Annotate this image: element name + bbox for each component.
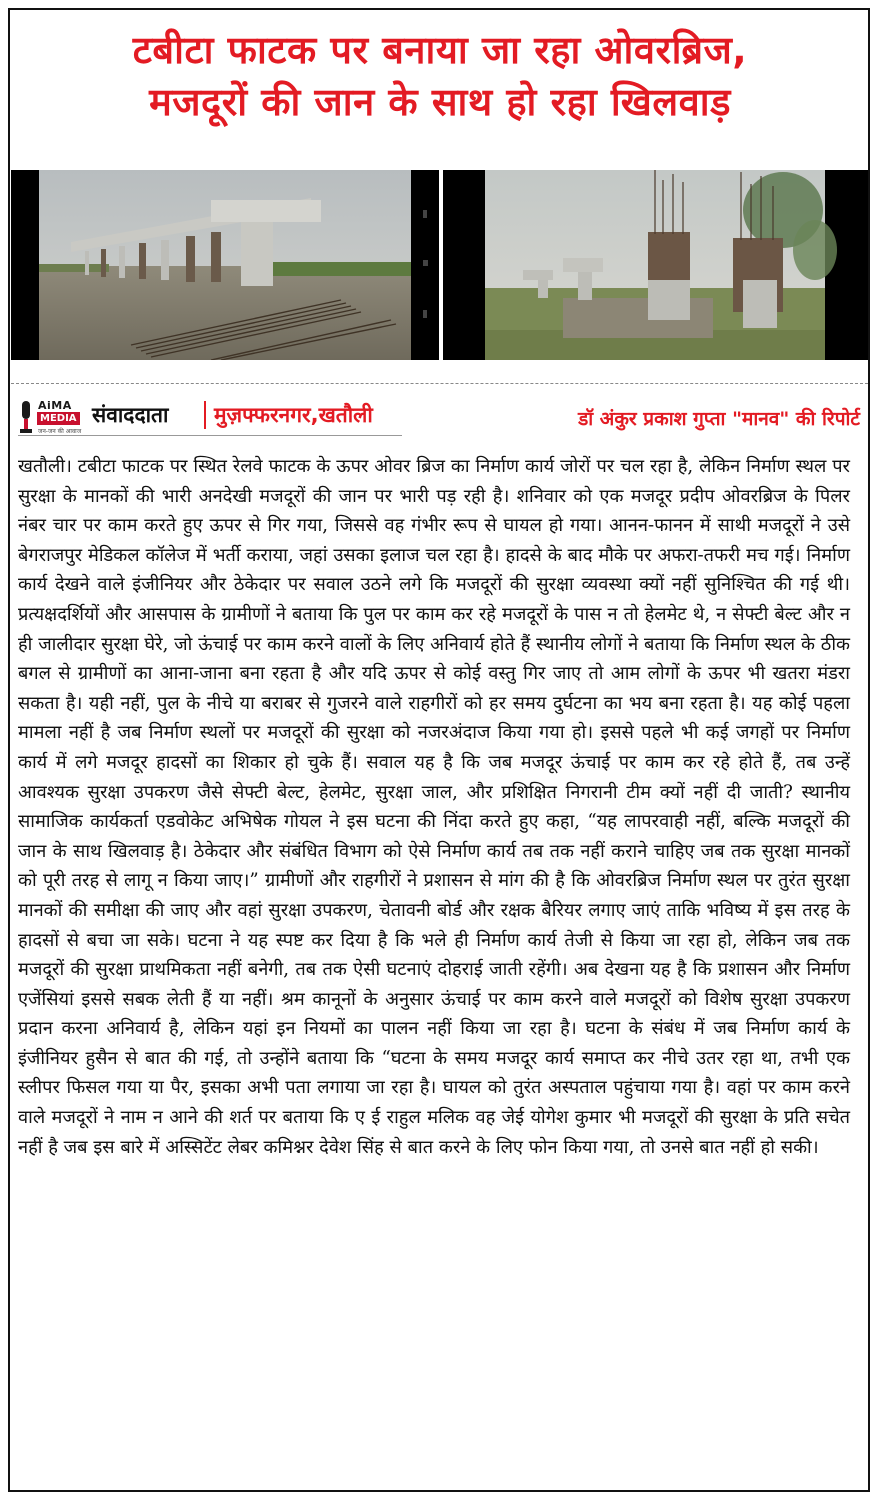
- aima-media-logo: [18, 399, 90, 437]
- section-divider: [11, 383, 868, 384]
- report-credit: डॉ अंकुर प्रकाश गुप्ता "मानव" की रिपोर्ट: [578, 408, 860, 430]
- headline: [0, 24, 880, 128]
- reporter-label: संवाददाता: [92, 403, 169, 427]
- photo-bridge-pillars-right: [443, 170, 868, 360]
- headline-line-1: टबीटा फाटक पर बनाया जा रहा ओवरब्रिज,: [132, 28, 748, 72]
- byline-underline: [18, 435, 402, 436]
- dateline-location: मुज़फ्फरनगर,खतौली: [204, 401, 373, 429]
- logo-brand: AiMA: [38, 399, 72, 412]
- article-body: खतौली। टबीटा फाटक पर स्थित रेलवे फाटक के ऊपर ओवर ब्रिज का निर्माण कार्य जोरों पर चल रहा है, लेकिन निर्माण स्थल पर सुरक्षा के मानकों की भारी अनदेखी मजदूरों की जान पर भारी पड़ रही है। शनिवार को एक मजदूर प्रदीप ओवरब्रिज के पिलर नंबर चार पर काम करते हुए ऊपर से गिर गया, जिससे वह गंभीर रूप से घायल हो गया। आनन-फानन में साथी मजदूरों ने उसे बेगराजपुर मेडिकल कॉलेज में भर्ती कराया, जहां उसका इलाज चल रहा है। हादसे के बाद मौके पर अफरा-तफरी मच गई। निर्माण कार्य देखने वाले इंजीनियर और ठेकेदार पर सवाल उठने लगे कि मजदूरों की सुरक्षा व्यवस्था क्यों नहीं सुनिश्चित की गई थी। प्रत्यक्षदर्शियों और आसपास के ग्रामीणों ने बताया कि पुल पर काम कर रहे मजदूरों के पास न तो हेलमेट थे, न सेफ्टी बेल्ट और न ही जालीदार सुरक्षा घेरे, जो ऊंचाई पर काम करने वालों के लिए अनिवार्य होते हैं स्थानीय लोगों ने बताया कि निर्माण स्थल के ठीक बगल से ग्रामीणों का आना-जाना बना रहता है और यदि ऊपर से कोई वस्तु गिर जाए तो आम लोगों के ऊपर भी खतरा मंडरा सकता है। यही नहीं, पुल के नीचे या बराबर से गुजरने वाले राहगीरों को हर समय दुर्घटना का भय बना रहता है। यह कोई पहला मामला नहीं है जब निर्माण स्थलों पर मजदूरों की सुरक्षा को नजरअंदाज किया गया हो। इससे पहले भी कई जगहों पर निर्माण कार्य में लगे मजदूर हादसों का शिकार हो चुके हैं। सवाल यह है कि जब मजदूर ऊंचाई पर काम कर रहे होते हैं, तब उन्हें आवश्यक सुरक्षा उपकरण जैसे सेफ्टी बेल्ट, हेलमेट, सुरक्षा जाल, और प्रशिक्षित निगरानी टीम क्यों नहीं दी जाती? स्थानीय सामाजिक कार्यकर्ता एडवोकेट अभिषेक गोयल ने इस घटना की निंदा करते हुए कहा, “यह लापरवाही नहीं, बल्कि मजदूरों की जान के साथ खिलवाड़ है। ठेकेदार और संबंधित विभाग को ऐसे निर्माण कार्य तब तक नहीं कराने चाहिए जब तक सुरक्षा मानकों को पूरी तरह से लागू न किया जाए।” ग्रामीणों और राहगीरों ने प्रशासन से मांग की है कि ओवरब्रिज निर्माण स्थल पर तुरंत सुरक्षा मानकों की समीक्षा की जाए और वहां सुरक्षा उपकरण, चेतावनी बोर्ड और रक्षक बैरियर लगाए जाएं ताकि भविष्य में इस तरह के हादसों से बचा जा सके। घटना ने यह स्पष्ट कर दिया है कि भले ही निर्माण कार्य तेजी से किया जा रहा हो, लेकिन जब तक मजदूरों की सुरक्षा प्राथमिकता नहीं बनेगी, तब तक ऐसी घटनाएं दोहराई जाती रहेंगी। अब देखना यह है कि प्रशासन और निर्माण एजेंसियां इससे सबक लेती हैं या नहीं। श्रम कानूनों के अनुसार ऊंचाई पर काम करने वाले मजदूरों को विशेष सुरक्षा उपकरण प्रदान करना अनिवार्य है, लेकिन यहां इन नियमों का पालन नहीं किया जा रहा है। घटना के संबंध में जब निर्माण कार्य के इंजीनियर हुसैन से बात की गई, तो उन्होंने बताया कि “घटना के समय मजदूर कार्य समाप्त कर नीचे उतर रहा था, तभी एक स्लीपर फिसल गया या पैर, इसका अभी पता लगाया जा रहा है। घायल को तुरंत अस्पताल पहुंचाया गया है। वहां पर काम करने वाले मजदूरों ने नाम न आने की शर्त पर बताया कि ए ई राहुल मलिक वह जेई योगेश कुमार भी मजदूरों की सुरक्षा के प्रति सचेत नहीं है जब इस बारे में अस्सिटेंट लेबर कमिश्नर देवेश सिंह से बात करने के लिए फोन किया गया, तो उनसे बात नहीं हो सकी।: [18, 456, 850, 1158]
- headline-line-2: मजदूरों की जान के साथ हो रहा खिलवाड़: [149, 80, 731, 124]
- logo-badge: MEDIA: [37, 412, 80, 425]
- byline-bar: [18, 397, 864, 441]
- microphone-icon: [18, 399, 34, 437]
- photo-bridge-piers-left: [11, 170, 439, 360]
- logo-tagline: जन-जन की आवाज: [38, 428, 82, 435]
